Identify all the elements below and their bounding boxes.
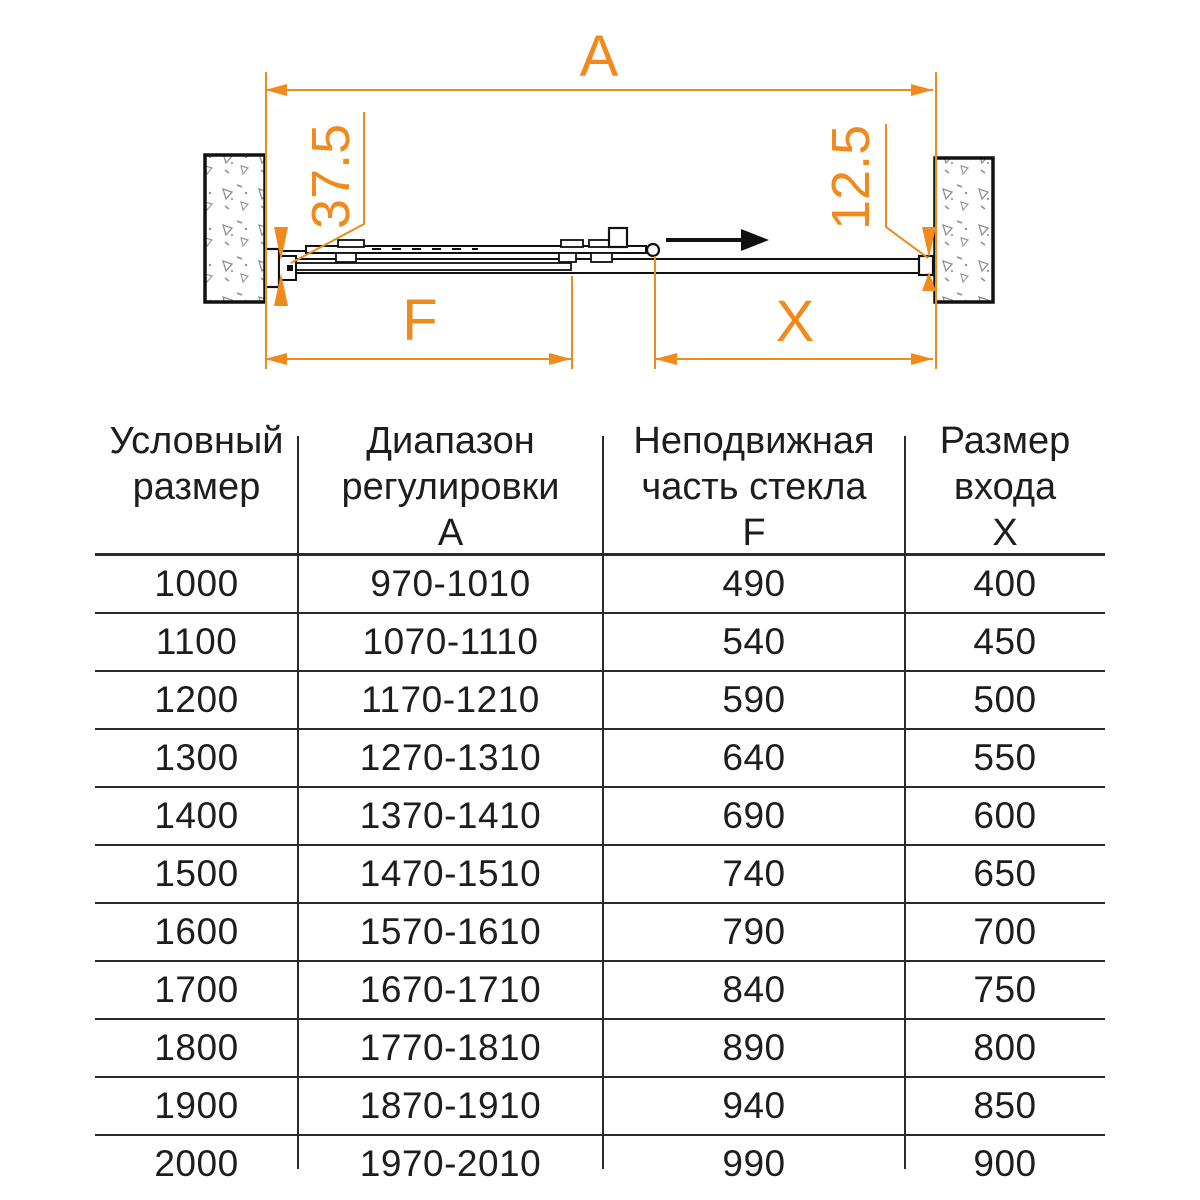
header-symbol: F — [742, 512, 766, 554]
cell-adjustment-range: 1270-1310 — [359, 737, 542, 778]
cell-fixed-glass: 940 — [722, 1085, 786, 1126]
header-line: Условный — [109, 420, 284, 462]
left-wall — [205, 155, 265, 302]
cell-nominal-size: 1800 — [154, 1027, 239, 1068]
wall-profile-right — [919, 256, 933, 275]
label-A: A — [579, 24, 619, 89]
cell-entry-size: 800 — [973, 1027, 1037, 1068]
cell-nominal-size: 1700 — [154, 969, 239, 1010]
dimension-F — [265, 353, 571, 365]
header-line: Размер — [939, 420, 1071, 462]
table-row — [95, 846, 1105, 904]
cell-adjustment-range: 1570-1610 — [359, 911, 542, 952]
cell-entry-size: 600 — [973, 795, 1037, 836]
cell-nominal-size: 1500 — [154, 853, 239, 894]
cell-entry-size: 650 — [973, 853, 1037, 894]
cell-adjustment-range: 970-1010 — [370, 563, 531, 604]
table-row — [95, 614, 1105, 672]
header-line: часть стекла — [641, 466, 867, 508]
table-row — [95, 672, 1105, 730]
cell-entry-size: 700 — [973, 911, 1037, 952]
cell-adjustment-range: 1970-2010 — [359, 1143, 542, 1184]
cell-entry-size: 400 — [973, 563, 1037, 604]
cell-nominal-size: 1400 — [154, 795, 239, 836]
header-line: Неподвижная — [633, 420, 875, 462]
cell-nominal-size: 1000 — [154, 563, 239, 604]
size-table — [95, 415, 1105, 1192]
cell-entry-size: 750 — [973, 969, 1037, 1010]
cell-entry-size: 900 — [973, 1143, 1037, 1184]
cell-adjustment-range: 1470-1510 — [359, 853, 542, 894]
cell-entry-size: 500 — [973, 679, 1037, 720]
column-separator — [297, 436, 299, 1169]
cell-adjustment-range: 1670-1710 — [359, 969, 542, 1010]
cell-fixed-glass: 990 — [722, 1143, 786, 1184]
column-separator — [904, 436, 906, 1169]
cell-entry-size: 550 — [973, 737, 1037, 778]
cell-fixed-glass: 890 — [722, 1027, 786, 1068]
header-nominal-size — [95, 418, 298, 556]
header-symbol: X — [992, 512, 1018, 554]
cell-nominal-size: 1300 — [154, 737, 239, 778]
cell-fixed-glass: 640 — [722, 737, 786, 778]
size-table-body — [95, 556, 1105, 1192]
label-F: F — [402, 288, 438, 353]
header-entry-size — [905, 418, 1105, 556]
cell-nominal-size: 1600 — [154, 911, 239, 952]
table-row — [95, 730, 1105, 788]
cell-fixed-glass: 540 — [722, 621, 786, 662]
cell-adjustment-range: 1770-1810 — [359, 1027, 542, 1068]
label-X: X — [775, 289, 815, 354]
cell-nominal-size: 1900 — [154, 1085, 239, 1126]
table-row — [95, 1136, 1105, 1192]
header-fixed-glass — [603, 418, 905, 556]
knob — [647, 244, 659, 256]
cell-fixed-glass: 840 — [722, 969, 786, 1010]
cell-fixed-glass: 690 — [722, 795, 786, 836]
cell-nominal-size: 2000 — [154, 1143, 239, 1184]
wall-profile-left — [265, 249, 279, 287]
table-row — [95, 904, 1105, 962]
right-wall — [935, 158, 993, 302]
header-line: регулировки — [341, 466, 560, 508]
table-row — [95, 962, 1105, 1020]
cell-adjustment-range: 1070-1110 — [362, 621, 539, 662]
header-symbol: А — [437, 512, 464, 554]
cell-entry-size: 850 — [973, 1085, 1037, 1126]
cell-entry-size: 450 — [973, 621, 1037, 662]
door-assembly — [265, 228, 933, 287]
dimension-X — [655, 353, 933, 365]
cell-fixed-glass: 740 — [722, 853, 786, 894]
label-12-5: 12.5 — [821, 124, 881, 230]
header-line: Диапазон — [366, 420, 535, 462]
cell-nominal-size: 1200 — [154, 679, 239, 720]
cell-fixed-glass: 590 — [722, 679, 786, 720]
header-adjustment-range — [298, 418, 603, 556]
column-separator — [602, 436, 604, 1169]
installation-diagram — [0, 0, 1200, 412]
header-line: размер — [132, 466, 261, 508]
table-row — [95, 788, 1105, 846]
cell-adjustment-range: 1370-1410 — [359, 795, 542, 836]
table-row — [95, 556, 1105, 614]
cell-adjustment-range: 1170-1210 — [361, 679, 540, 720]
roller-post — [609, 228, 627, 247]
cell-adjustment-range: 1870-1910 — [359, 1085, 542, 1126]
size-table-header — [95, 415, 1105, 556]
header-line: входа — [953, 466, 1057, 508]
cell-fixed-glass: 790 — [722, 911, 786, 952]
slide-direction-arrow-icon — [666, 229, 769, 251]
label-37-5: 37.5 — [301, 123, 361, 229]
table-row — [95, 1020, 1105, 1078]
cell-fixed-glass: 490 — [722, 563, 786, 604]
cell-nominal-size: 1100 — [155, 621, 238, 662]
table-row — [95, 1078, 1105, 1136]
fixed-glass-panel — [282, 263, 571, 270]
